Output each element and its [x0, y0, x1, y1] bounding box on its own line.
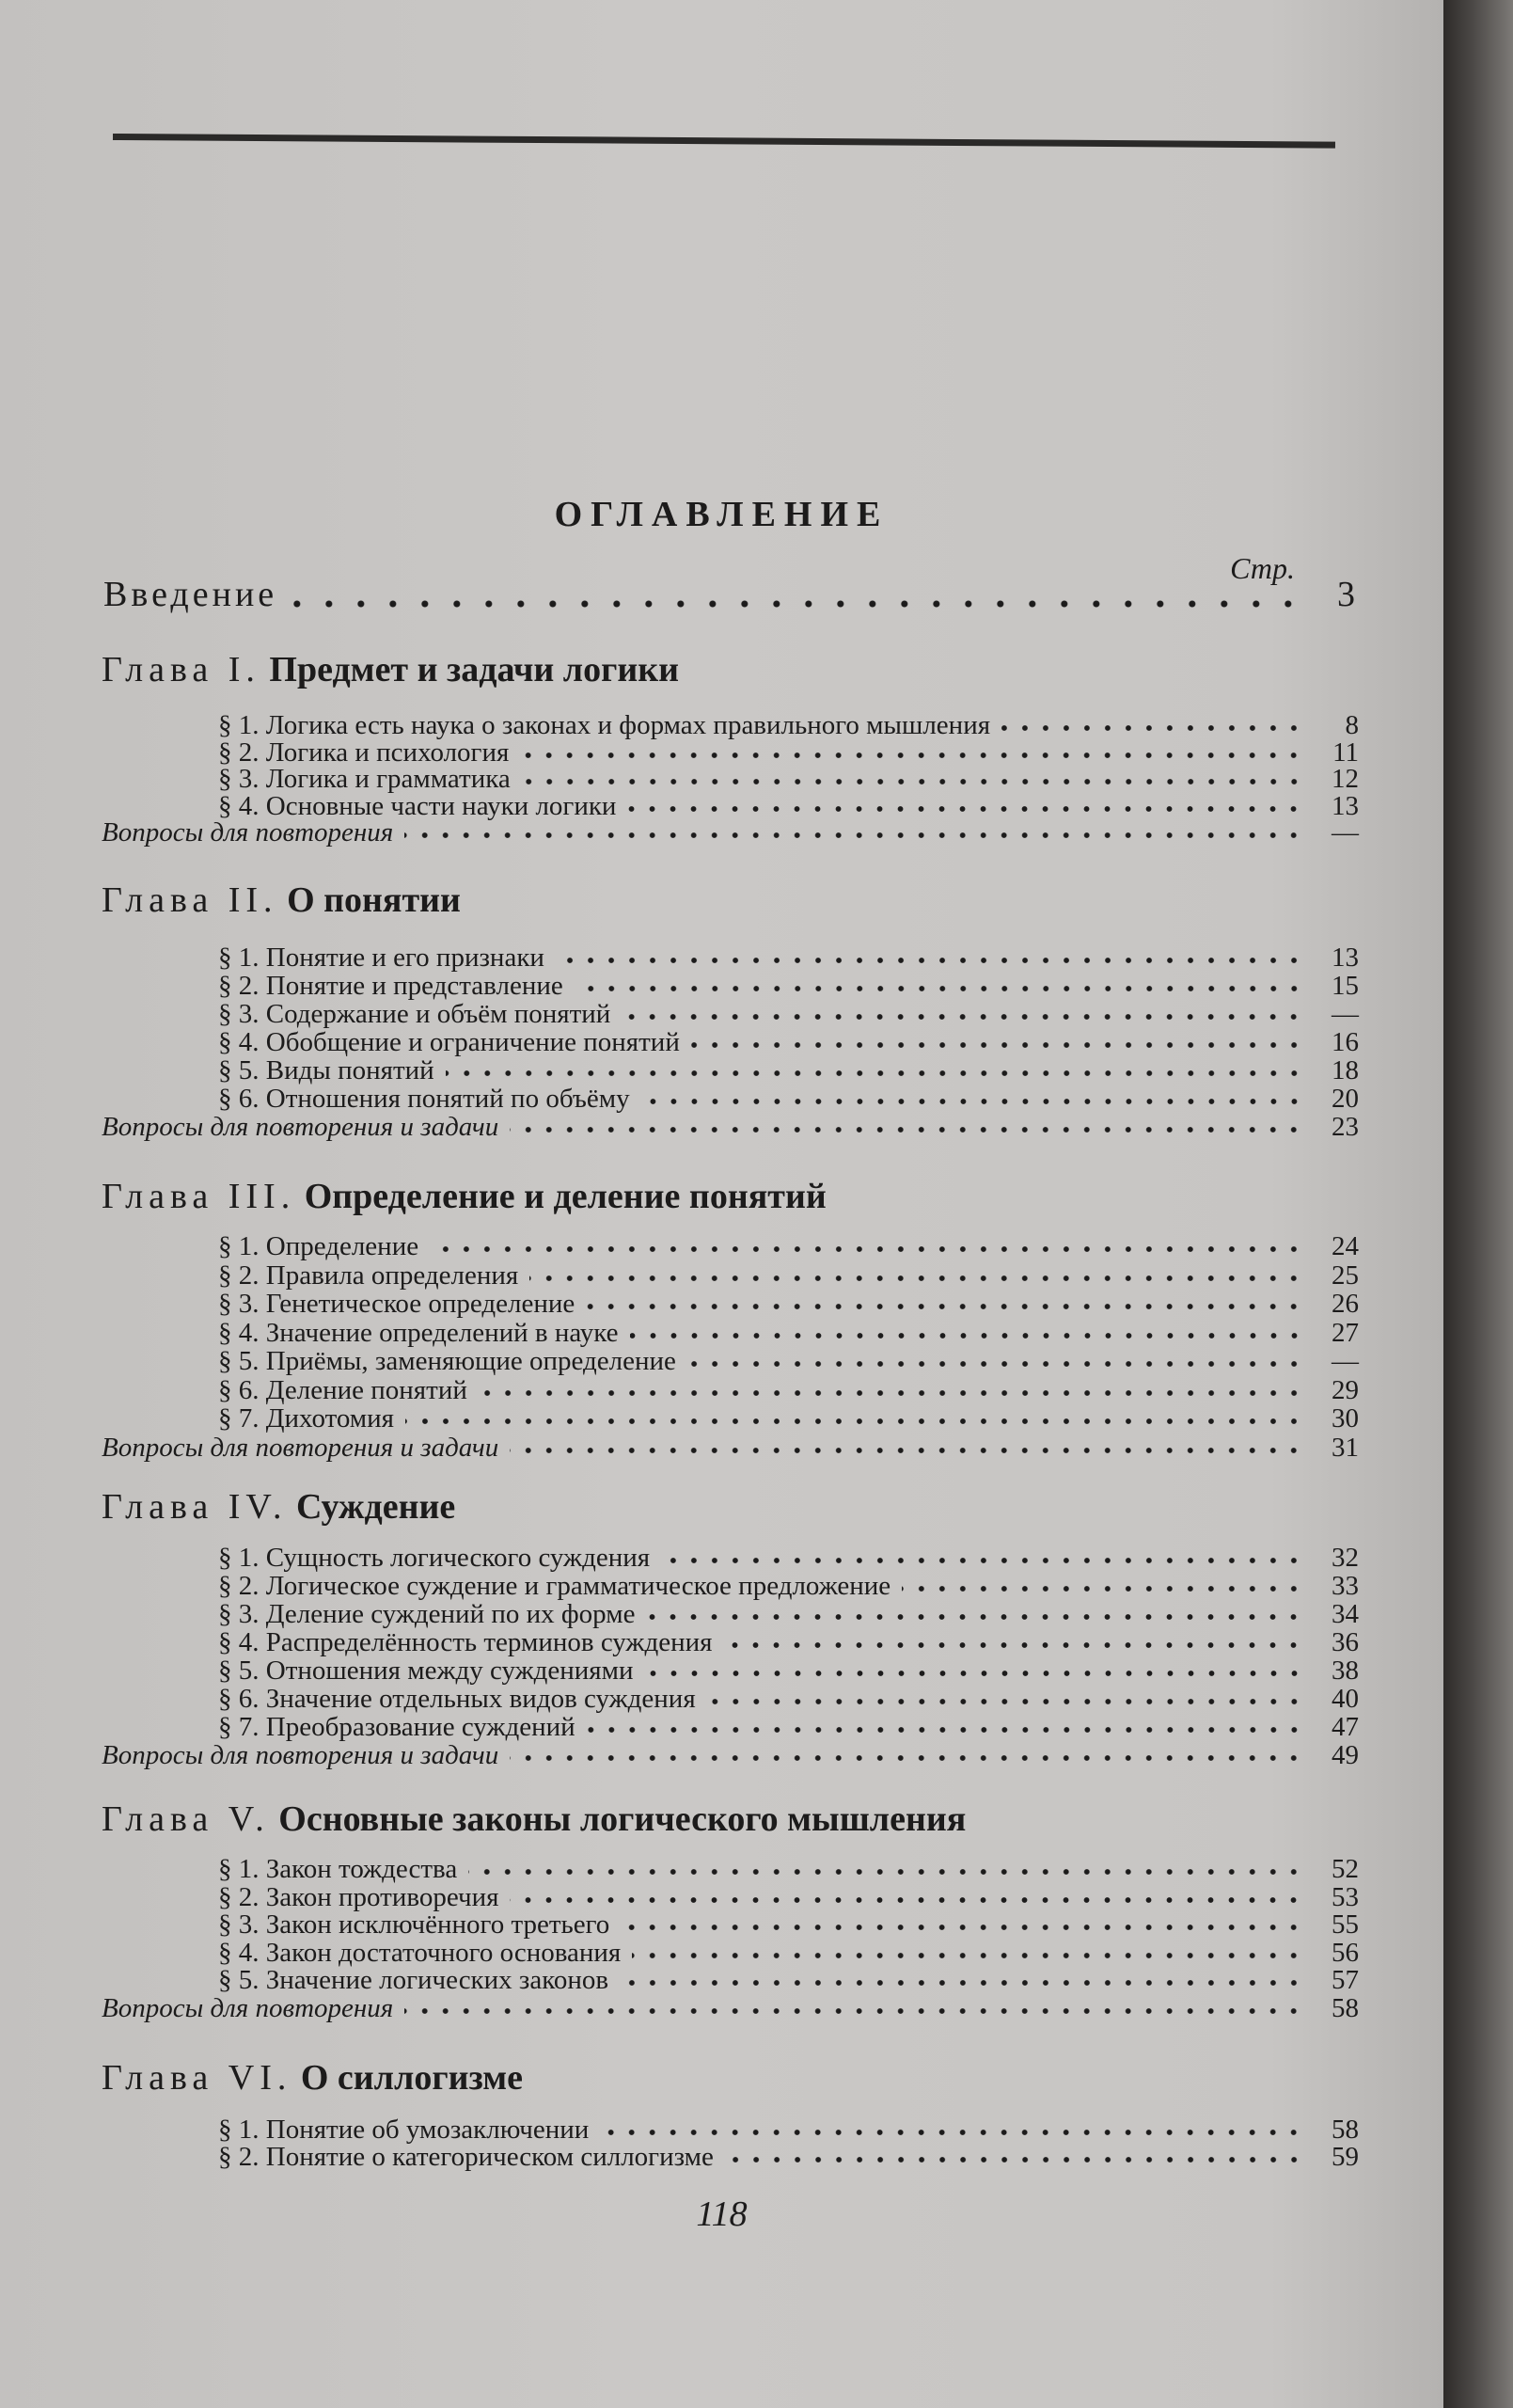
- toc-entry: [218, 764, 1359, 792]
- entry-page: 47: [1332, 1712, 1359, 1742]
- toc-entry: [218, 1571, 1359, 1599]
- review-questions-entry: [102, 1112, 1359, 1140]
- toc-entry: [218, 2115, 1359, 2143]
- toc-entry: [218, 999, 1359, 1027]
- toc-entry: [218, 1543, 1359, 1571]
- toc-entry: [218, 1882, 1359, 1910]
- toc-entry: [218, 1231, 1359, 1259]
- entry-page: 15: [1332, 971, 1359, 1001]
- leader-dots: [723, 1641, 1304, 1649]
- entry-page: 23: [1332, 1112, 1359, 1142]
- toc-entry: [218, 1084, 1359, 1112]
- leader-dots: [404, 832, 1304, 839]
- entry-label: § 4. Основные части науки логики: [218, 791, 617, 821]
- leader-dots: [641, 1098, 1304, 1105]
- leader-dots: [627, 805, 1304, 813]
- entry-label: § 4. Обобщение и ограничение понятий: [218, 1027, 680, 1057]
- entry-label: § 2. Логическое суждение и грамматическое предложение: [218, 1571, 891, 1601]
- leader-dots: [1001, 724, 1304, 732]
- page-column-label: Стр.: [1230, 551, 1295, 585]
- entry-page: 11: [1332, 737, 1359, 768]
- leader-dots: [646, 1613, 1304, 1621]
- leader-dots: [575, 985, 1304, 992]
- entry-label: § 5. Отношения между суждениями: [218, 1656, 634, 1686]
- entry-label: § 3. Закон исключённого третьего: [218, 1909, 610, 1940]
- chapter-heading: [102, 649, 679, 690]
- chapter-title: Определение и деление понятий: [304, 1177, 827, 1216]
- entry-page: 13: [1332, 943, 1359, 973]
- toc-entry: [218, 1684, 1359, 1712]
- toc-entry: [218, 1027, 1359, 1055]
- entry-page: 26: [1332, 1289, 1359, 1319]
- leader-dots: [725, 2156, 1304, 2163]
- entry-label: § 3. Логика и грамматика: [218, 764, 511, 794]
- chapter-title: Основные законы логического мышления: [278, 1799, 967, 1839]
- entry-page: —: [1332, 999, 1359, 1029]
- entry-label: § 5. Виды понятий: [218, 1055, 434, 1085]
- toc-entry: [218, 1627, 1359, 1656]
- leader-dots: [645, 1670, 1305, 1677]
- entry-label: § 1. Определение: [218, 1231, 419, 1261]
- entry-label: § 2. Понятие о категорическом силлогизме: [218, 2142, 714, 2172]
- entry-label: Вопросы для повторения и задачи: [102, 1740, 499, 1770]
- toc-entry: [218, 1055, 1359, 1084]
- entry-page: 27: [1332, 1318, 1359, 1348]
- toc-entry: [218, 1289, 1359, 1317]
- leader-dots: [622, 1013, 1304, 1021]
- entry-label: § 1. Логика есть наука о законах и формах правильного мышления: [218, 710, 991, 740]
- entry-label: § 3. Деление суждений по их форме: [218, 1599, 636, 1629]
- toc-entry: [218, 1599, 1359, 1627]
- toc-entry: [218, 710, 1359, 738]
- entry-label: § 1. Закон тождества: [218, 1854, 458, 1884]
- entry-label: § 6. Значение отдельных видов суждения: [218, 1684, 696, 1714]
- entry-label: § 1. Понятие и его признаки: [218, 943, 544, 973]
- leader-dots: [587, 1726, 1304, 1734]
- entry-page: 29: [1332, 1375, 1359, 1405]
- chapter-title: Суждение: [295, 1487, 456, 1527]
- chapter-heading: [102, 1798, 966, 1840]
- leader-dots: [691, 1041, 1304, 1049]
- toc-entry: [218, 2142, 1359, 2170]
- entry-page: 58: [1332, 2115, 1359, 2145]
- entry-page: 56: [1332, 1938, 1359, 1968]
- entry-page: —: [1332, 1346, 1359, 1376]
- entry-page: 52: [1332, 1854, 1359, 1884]
- entry-page: 8: [1345, 710, 1359, 740]
- entry-label: § 5. Значение логических законов: [218, 1965, 609, 1995]
- review-questions-entry: [102, 817, 1359, 846]
- leader-dots: [902, 1585, 1304, 1592]
- entry-page: 18: [1332, 1055, 1359, 1085]
- leader-dots: [529, 1275, 1304, 1282]
- chapter-heading: [102, 1176, 827, 1217]
- chapter-prefix: Глава VI.: [102, 2058, 292, 2098]
- toc-entry: [218, 971, 1359, 999]
- leader-dots: [430, 1245, 1304, 1253]
- toc-entry: [218, 1260, 1359, 1289]
- review-questions-entry: [102, 1993, 1359, 2021]
- entry-label: § 3. Генетическое определение: [218, 1289, 575, 1319]
- entry-page: 24: [1332, 1231, 1359, 1261]
- leader-dots: [446, 1069, 1304, 1077]
- entry-page: 32: [1332, 1543, 1359, 1573]
- entry-page: 12: [1332, 764, 1359, 794]
- chapter-prefix: Глава IV.: [102, 1487, 288, 1527]
- entry-page: 53: [1332, 1882, 1359, 1912]
- toc-entry: [218, 1712, 1359, 1740]
- entry-page: 40: [1332, 1684, 1359, 1714]
- leader-dots: [405, 1418, 1304, 1425]
- toc-entry: [218, 1403, 1359, 1432]
- leader-dots: [600, 2129, 1304, 2136]
- toc-entry: [218, 1965, 1359, 1993]
- entry-page: 20: [1332, 1084, 1359, 1114]
- entry-label: § 1. Сущность логического суждения: [218, 1543, 651, 1573]
- entry-label: § 1. Понятие об умозаключении: [218, 2115, 590, 2145]
- entry-label: Вопросы для повторения: [102, 817, 394, 848]
- chapter-heading: [102, 2057, 523, 2099]
- entry-label: Вопросы для повторения и задачи: [102, 1433, 499, 1463]
- entry-label: § 2. Закон противоречия: [218, 1882, 499, 1912]
- chapter-prefix: Глава II.: [102, 880, 278, 920]
- review-questions-entry: [102, 1740, 1359, 1768]
- leader-dots: [687, 1360, 1304, 1368]
- leader-dots: [510, 1754, 1304, 1762]
- leader-dots: [707, 1698, 1304, 1705]
- leader-dots: [586, 1303, 1304, 1310]
- entry-page: 33: [1332, 1571, 1359, 1601]
- toc-entry: [218, 1656, 1359, 1684]
- leader-dots: [621, 1924, 1304, 1931]
- toc-title: ОГЛАВЛЕНИЕ: [554, 495, 890, 534]
- leader-dots: [632, 1952, 1304, 1959]
- leader-dots: [479, 1389, 1304, 1397]
- entry-page: 30: [1332, 1403, 1359, 1434]
- toc-entry: [218, 791, 1359, 819]
- chapter-title: О понятии: [287, 880, 461, 920]
- leader-dots: [522, 778, 1304, 785]
- entry-label: § 4. Закон достаточного основания: [218, 1938, 622, 1968]
- entry-page: 31: [1332, 1433, 1359, 1463]
- entry-label: § 7. Дихотомия: [218, 1403, 395, 1434]
- leader-dots: [468, 1868, 1304, 1876]
- chapter-prefix: Глава V.: [102, 1799, 270, 1839]
- entry-label: Вопросы для повторения и задачи: [102, 1112, 499, 1142]
- chapter-prefix: Глава III.: [102, 1177, 296, 1216]
- leader-dots: [620, 1979, 1304, 1987]
- toc-entry: [218, 1375, 1359, 1403]
- entry-page: 16: [1332, 1027, 1359, 1057]
- entry-page: 25: [1332, 1260, 1359, 1291]
- entry-label: § 2. Понятие и представление: [218, 971, 563, 1001]
- toc-entry: [218, 1938, 1359, 1966]
- entry-page: 59: [1332, 2142, 1359, 2172]
- leader-dots: [404, 2007, 1304, 2015]
- introduction-label: Введение: [103, 575, 278, 614]
- entry-label: § 5. Приёмы, заменяющие определение: [218, 1346, 676, 1376]
- chapter-heading: [102, 1486, 455, 1528]
- entry-label: § 4. Значение определений в науке: [218, 1318, 619, 1348]
- entry-label: § 7. Преобразование суждений: [218, 1712, 575, 1742]
- entry-page: 49: [1332, 1740, 1359, 1770]
- chapter-prefix: Глава I.: [102, 650, 260, 689]
- introduction-page: 3: [1337, 575, 1359, 614]
- entry-label: § 2. Правила определения: [218, 1260, 519, 1291]
- toc-entry: [218, 1346, 1359, 1374]
- entry-page: 58: [1332, 1993, 1359, 2023]
- entry-label: Вопросы для повторения: [102, 1993, 394, 2023]
- entry-page: 13: [1332, 791, 1359, 821]
- chapter-title: Предмет и задачи логики: [269, 650, 680, 689]
- entry-page: 57: [1332, 1965, 1359, 1995]
- leader-dots: [520, 752, 1304, 759]
- leader-dots: [510, 1447, 1304, 1454]
- leader-dots: [510, 1896, 1304, 1904]
- leader-dots: [630, 1332, 1304, 1339]
- book-gutter-shadow: [1443, 0, 1513, 2408]
- leader-dots: [510, 1126, 1304, 1133]
- toc-entry: [218, 943, 1359, 971]
- entry-label: § 4. Распределённость терминов суждения: [218, 1627, 713, 1657]
- chapter-heading: [102, 879, 461, 921]
- entry-page: 34: [1332, 1599, 1359, 1629]
- entry-page: —: [1332, 817, 1359, 848]
- leader-dots: [661, 1557, 1304, 1564]
- chapter-title: О силлогизме: [300, 2058, 523, 2098]
- toc-entry: [218, 1854, 1359, 1882]
- leader-dots: [556, 957, 1304, 964]
- toc-entry: [218, 737, 1359, 766]
- toc-entry: [218, 1318, 1359, 1346]
- entry-label: § 2. Логика и психология: [218, 737, 510, 768]
- entry-label: § 6. Деление понятий: [218, 1375, 467, 1405]
- entry-page: 38: [1332, 1656, 1359, 1686]
- entry-page: 55: [1332, 1909, 1359, 1940]
- entry-page: 36: [1332, 1627, 1359, 1657]
- review-questions-entry: [102, 1433, 1359, 1461]
- toc-entry: [218, 1909, 1359, 1938]
- entry-label: § 3. Содержание и объём понятий: [218, 999, 611, 1029]
- entry-label: § 6. Отношения понятий по объёму: [218, 1084, 630, 1114]
- page-number: 118: [696, 2194, 748, 2234]
